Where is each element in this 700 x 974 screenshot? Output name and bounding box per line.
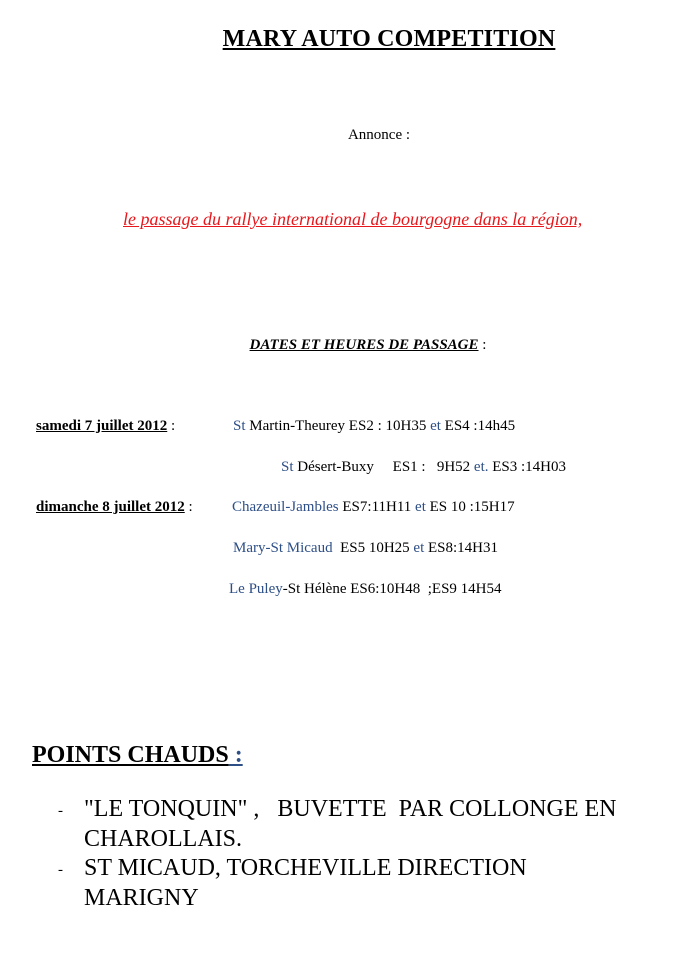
stage-details-2: ES 10 :15H17 (425, 499, 515, 515)
bullet-dash: - (58, 803, 63, 819)
stage-prefix: Le Puley (229, 581, 283, 597)
stage-conjunction: et. (473, 459, 489, 475)
stage-details: -St Hélène ES6:10H48 ;ES9 14H54 (282, 581, 502, 597)
hot-spot-line: ST MICAUD, TORCHEVILLE DIRECTION (84, 855, 527, 881)
day2-label-group (36, 499, 193, 516)
stage-details: Désert-Buxy ES1 : 9H52 (293, 459, 474, 475)
bullet-dash: - (58, 862, 63, 878)
annonce-label: Annonce : (347, 127, 411, 143)
hot-spot-line: MARIGNY (84, 885, 199, 911)
stage-conjunction: et (430, 418, 441, 434)
dates-heading (0, 337, 700, 354)
stage-details: ES5 10H25 (332, 540, 414, 556)
dates-heading-label: DATES ET HEURES DE PASSAGE (249, 337, 479, 353)
day1-label-group (36, 418, 175, 435)
schedule-line (281, 459, 566, 476)
day1-separator: : (167, 418, 176, 434)
stage-details: ES7:11H11 (338, 499, 416, 515)
document-title: MARY AUTO COMPETITION (222, 26, 556, 52)
day1-label: samedi 7 juillet 2012 (36, 418, 168, 434)
day2-label: dimanche 8 juillet 2012 (36, 499, 185, 515)
dates-heading-suffix: : (478, 337, 487, 353)
points-chauds-label: POINTS CHAUDS (32, 742, 229, 768)
day2-separator: : (184, 499, 193, 515)
hot-spot-line: CHAROLLAIS. (84, 826, 243, 852)
points-chauds-heading (32, 742, 243, 769)
stage-prefix: Chazeuil-Jambles (232, 499, 339, 515)
schedule-line (233, 418, 515, 435)
hot-spot-line: "LE TONQUIN" , BUVETTE PAR COLLONGE EN (84, 796, 617, 822)
schedule-line (229, 581, 502, 598)
passage-announcement: le passage du rallye international de bourgogne dans la région, (123, 209, 583, 229)
stage-conjunction: et (413, 540, 425, 556)
hot-spot-item (84, 794, 616, 854)
stage-conjunction: et (415, 499, 426, 515)
stage-prefix: St (281, 459, 294, 475)
stage-prefix: Mary-St Micaud (233, 540, 333, 556)
stage-prefix: St (233, 418, 246, 434)
stage-details-2: ES8:14H31 (424, 540, 499, 556)
hot-spot-item (84, 853, 527, 913)
schedule-line (233, 540, 498, 557)
stage-details-2: ES4 :14h45 (440, 418, 516, 434)
stage-details: Martin-Theurey ES2 : 10H35 (245, 418, 431, 434)
points-chauds-colon: : (228, 742, 243, 768)
schedule-line (232, 499, 515, 516)
stage-details-2: ES3 :14H03 (488, 459, 567, 475)
